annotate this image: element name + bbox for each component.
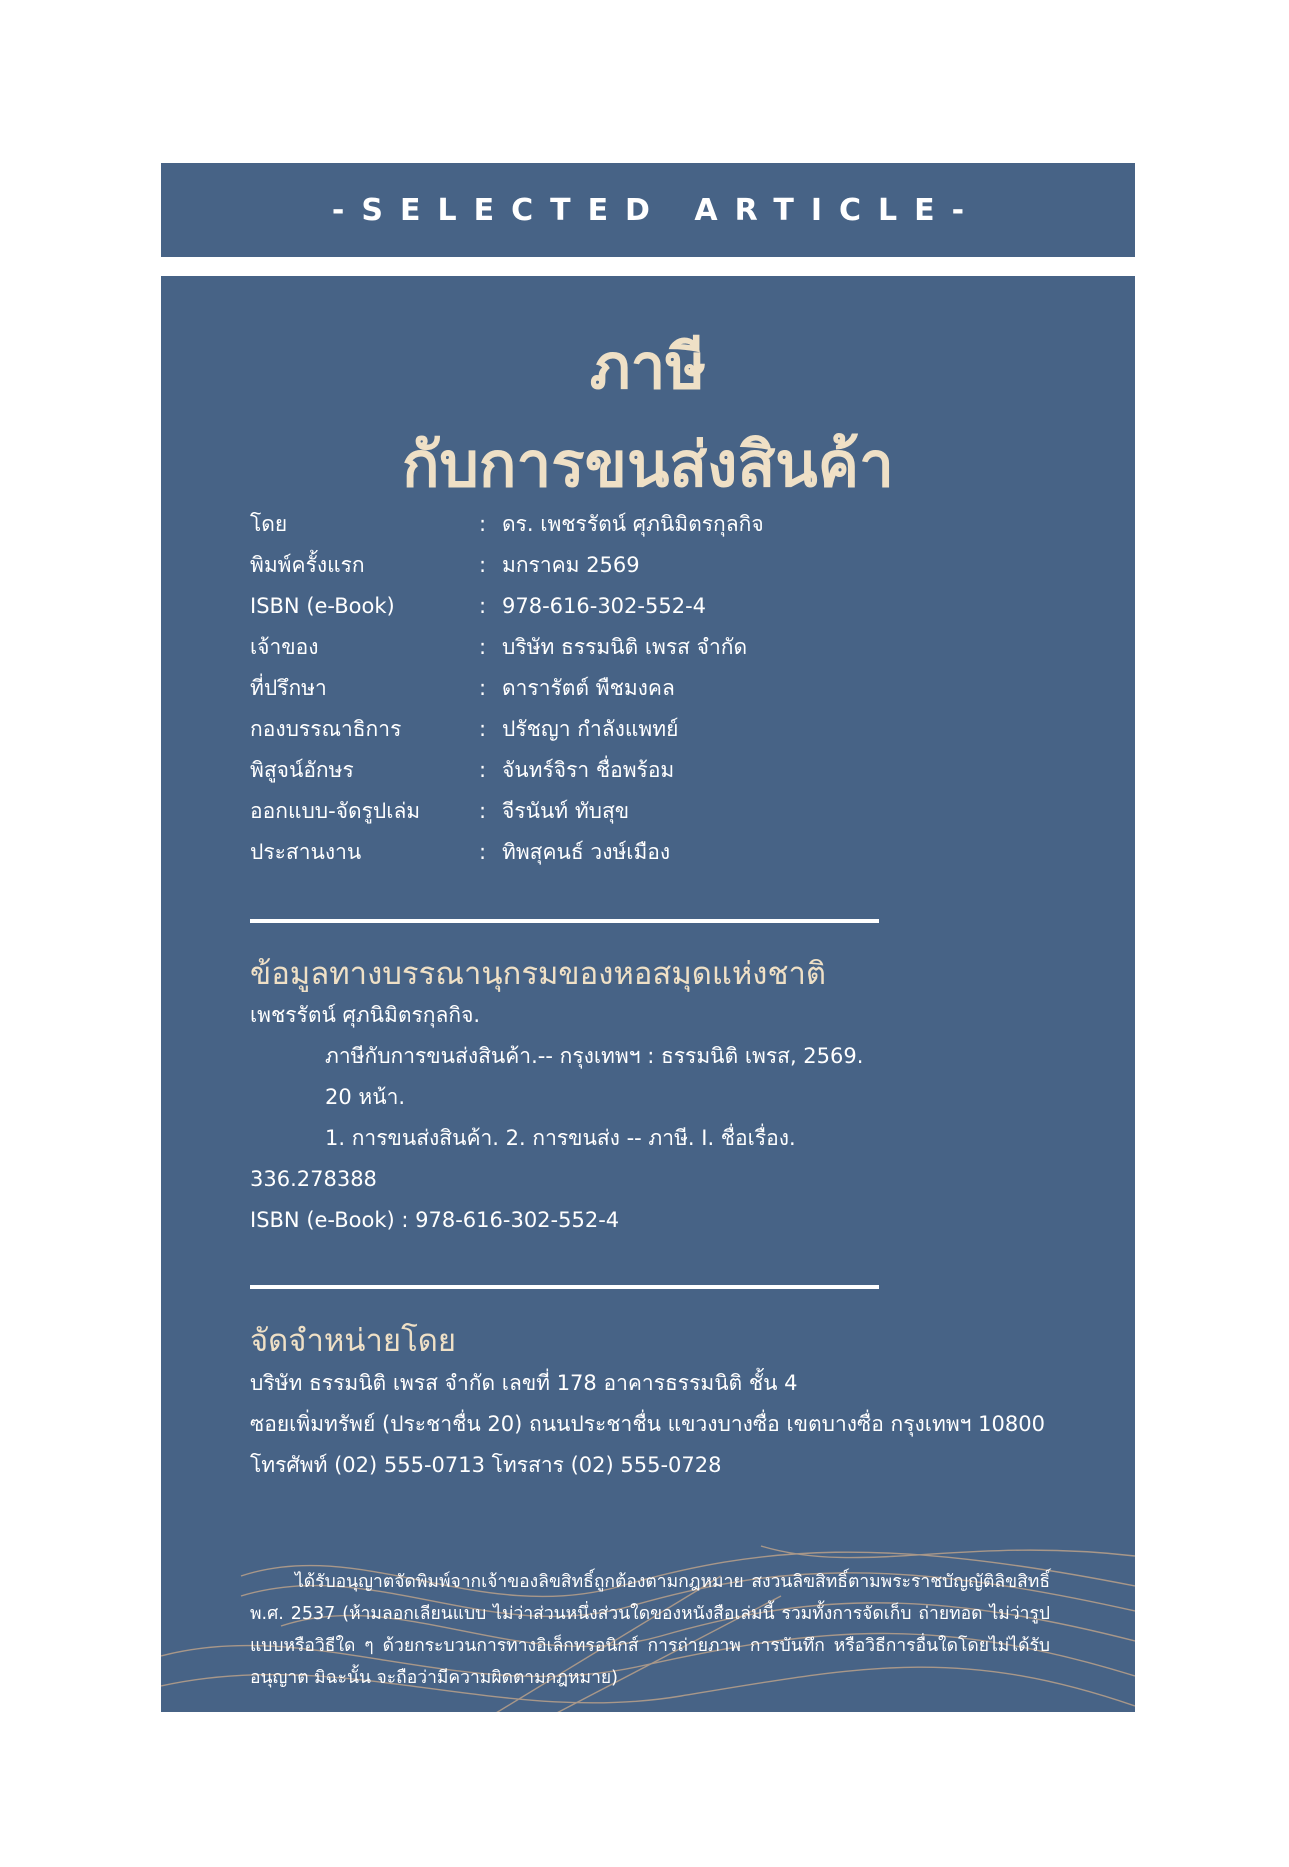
credit-row	[250, 627, 1010, 668]
credit-colon: :	[479, 758, 487, 782]
distribution-heading: จัดจำหน่ายโดย	[250, 1323, 457, 1359]
credit-row	[250, 668, 1010, 709]
credit-value: ดารารัตต์ พืชมงคล	[502, 676, 675, 700]
credit-value: 978-616-302-552-4	[502, 594, 707, 618]
credit-colon: :	[479, 676, 487, 700]
catalog-isbn: ISBN (e-Book) : 978-616-302-552-4	[250, 1208, 620, 1232]
divider-rule	[250, 1285, 879, 1289]
credit-colon: :	[479, 799, 487, 823]
catalog-pages: 20 หน้า.	[325, 1085, 406, 1109]
credit-value: ปรัชญา กำลังแพทย์	[502, 717, 679, 741]
credit-row	[250, 545, 1010, 586]
credit-value: จันทร์จิรา ชื่อพร้อม	[502, 758, 675, 782]
credit-row	[250, 750, 1010, 791]
catalog-classification: 336.278388	[250, 1167, 377, 1191]
credit-label: ประสานงาน	[250, 840, 362, 864]
credit-value: จีรนันท์ ทับสุข	[502, 799, 630, 823]
title-line-2: กับการขนส่งสินค้า	[402, 428, 894, 501]
copyright-notice: ได้รับอนุญาตจัดพิมพ์จากเจ้าของลิขสิทธิ์ถูกต้องตามกฎหมาย สงวนลิขสิทธิ์ตามพระราชบัญญัติลิขสิทธิ์ พ.ศ. 2537 (ห้ามลอกเลียนแบบ ไม่ว่าส่วนหนึ่งส่วนใดของหนังสือเล่มนี้ รวมทั้งการจัดเก็บ ถ่ายทอด ไม่ว่ารูปแบบหรือวิธีใด ๆ ด้วยกระบวนการทางอิเล็กทรอนิกส์ การถ่ายภาพ การบันทึก หรือวิธีการอื่นใดโดยไม่ได้รับอนุญาต มิฉะนั้น จะถือว่ามีความผิดตามกฎหมาย)	[250, 1572, 1050, 1688]
credit-colon: :	[479, 594, 487, 618]
credit-label: ISBN (e-Book)	[250, 594, 395, 618]
credit-value: บริษัท ธรรมนิติ เพรส จำกัด	[502, 635, 748, 659]
credit-colon: :	[479, 840, 487, 864]
credit-colon: :	[479, 553, 487, 577]
credit-row	[250, 709, 1010, 750]
credit-colon: :	[479, 512, 487, 536]
catalog-heading: ข้อมูลทางบรรณานุกรมของหอสมุดแห่งชาติ	[250, 956, 827, 992]
credit-value: มกราคม 2569	[502, 553, 640, 577]
distribution-line-3: โทรศัพท์ (02) 555-0713 โทรสาร (02) 555-0728	[250, 1453, 722, 1477]
credit-label: เจ้าของ	[250, 635, 319, 659]
credit-value: ดร. เพชรรัตน์ ศุภนิมิตรกุลกิจ	[502, 512, 764, 536]
credit-label: ออกแบบ-จัดรูปเล่ม	[250, 799, 421, 823]
catalog-title-line: ภาษีกับการขนส่งสินค้า.-- กรุงเทพฯ : ธรรมนิติ เพรส, 2569.	[325, 1044, 864, 1068]
credit-value: ทิพสุคนธ์ วงษ์เมือง	[502, 840, 671, 864]
credit-colon: :	[479, 635, 487, 659]
credit-label: กองบรรณาธิการ	[250, 717, 402, 741]
distribution-line-1: บริษัท ธรรมนิติ เพรส จำกัด เลขที่ 178 อาคารธรรมนิติ ชั้น 4	[250, 1371, 798, 1395]
credit-row	[250, 832, 1010, 873]
book-title	[161, 318, 1135, 514]
catalog-author: เพชรรัตน์ ศุภนิมิตรกุลกิจ.	[250, 1003, 481, 1027]
credit-label: โดย	[250, 512, 288, 536]
distribution-line-2: ซอยเพิ่มทรัพย์ (ประชาชื่น 20) ถนนประชาชื่น แขวงบางซื่อ เขตบางซื่อ กรุงเทพฯ 10800	[250, 1412, 1045, 1436]
credit-label: ที่ปรึกษา	[250, 676, 327, 700]
credit-label: พิมพ์ครั้งแรก	[250, 553, 365, 577]
catalog-subjects: 1. การขนส่งสินค้า. 2. การขนส่ง -- ภาษี. I. ชื่อเรื่อง.	[325, 1126, 796, 1150]
header-banner	[161, 163, 1135, 257]
credit-label: พิสูจน์อักษร	[250, 758, 354, 782]
credit-colon: :	[479, 717, 487, 741]
credit-row	[250, 586, 1010, 627]
credit-row	[250, 791, 1010, 832]
credits-table	[250, 504, 1010, 873]
title-line-1: ภาษี	[589, 330, 707, 403]
credit-row	[250, 504, 1010, 545]
divider-rule	[250, 919, 879, 923]
header-label: -SELECTED ARTICLE-	[331, 192, 982, 228]
content-panel	[161, 276, 1135, 1712]
